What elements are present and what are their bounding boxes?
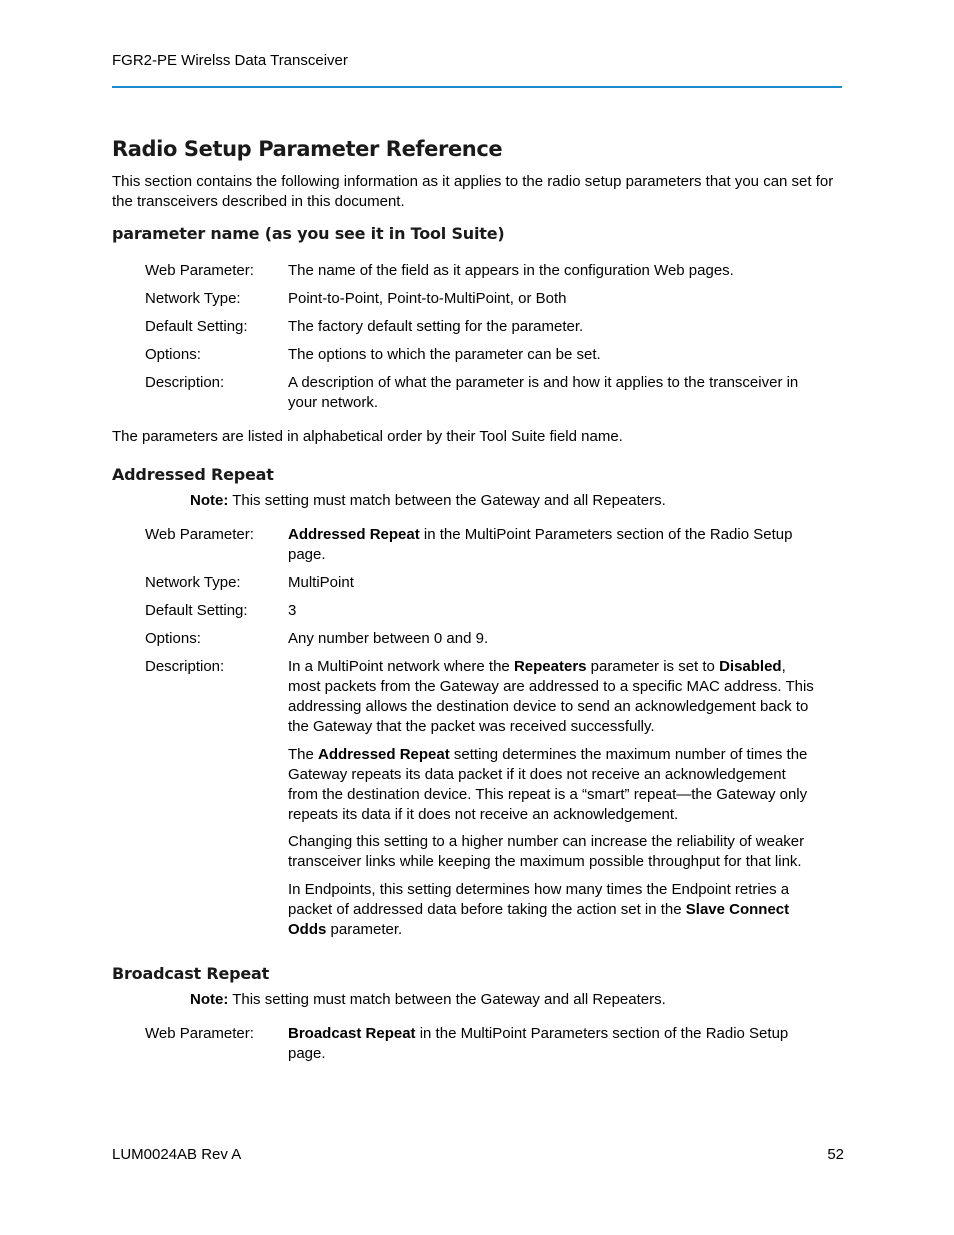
web-parameter-value [288,1024,818,1064]
default-setting-value: 3 [288,602,297,619]
ref-label: Network Type: [145,290,241,307]
header-rule [112,86,842,88]
order-note: The parameters are listed in alphabetical order by their Tool Suite field name. [112,428,623,445]
ref-value: Point-to-Point, Point-to-MultiPoint, or Both [288,290,567,307]
note-label: Note: [190,492,229,509]
description-paragraph-1: In a MultiPoint network where the Repeaters parameter is set to Disabled, most packets from the Gateway are addressed to a specific MAC address. This addressing allows the destination device to send an acknowledgement back to the Gateway that the packet was received successfully. [288,658,814,735]
reference-heading: parameter name (as you see it in Tool Suite) [112,224,505,243]
note-text: This setting must match between the Gateway and all Repeaters. [228,991,666,1008]
ref-value: The factory default setting for the parameter. [288,318,584,335]
ref-label: Description: [145,374,225,391]
web-parameter-location: in the MultiPoint Parameters section of the Radio Setup page. [288,1025,789,1062]
description-paragraph-2: The Addressed Repeat setting determines the maximum number of times the Gateway repeats its data packet if it does not receive an acknowledgement from the destination device. This repeat is a “smart” repeat—the Gateway only repeats its data if it does not receive an acknowledgement. [288,746,808,823]
ref-value: The options to which the parameter can be set. [288,346,601,363]
network-type-label: Network Type: [145,574,241,591]
footer-doc-id: LUM0024AB Rev A [112,1146,242,1163]
ref-label: Default Setting: [145,318,248,335]
description-label: Description: [145,658,225,675]
options-label: Options: [145,630,201,647]
default-setting-label: Default Setting: [145,602,248,619]
web-parameter-value [288,525,818,565]
page-title: Radio Setup Parameter Reference [112,137,503,161]
footer-page-number: 52 [827,1146,844,1163]
ref-value: The name of the field as it appears in the configuration Web pages. [288,262,734,279]
addressed-repeat-heading: Addressed Repeat [112,465,274,484]
broadcast-repeat-heading: Broadcast Repeat [112,964,270,983]
note-label: Note: [190,991,229,1008]
description-paragraph-3: Changing this setting to a higher number can increase the reliability of weaker transceiver links while keeping the maximum possible throughput for that link. [288,833,805,870]
running-header: FGR2-PE Wirelss Data Transceiver [112,52,348,69]
addressed-note [190,491,830,511]
web-parameter-label: Web Parameter: [145,1025,254,1042]
network-type-value: MultiPoint [288,574,354,591]
broadcast-note [190,990,830,1010]
ref-value: A description of what the parameter is and how it applies to the transceiver in your network. [288,374,799,411]
web-parameter-name: Addressed Repeat [288,526,420,543]
web-parameter-location: in the MultiPoint Parameters section of the Radio Setup page. [288,526,793,563]
note-text: This setting must match between the Gateway and all Repeaters. [228,492,666,509]
intro-paragraph: This section contains the following information as it applies to the radio setup parameters that you can set for the transceivers described in this document. [112,173,834,210]
description-paragraph-4: In Endpoints, this setting determines how many times the Endpoint retries a packet of addressed data before taking the action set in the Slave Connect Odds parameter. [288,881,790,938]
ref-label: Web Parameter: [145,262,254,279]
options-value: Any number between 0 and 9. [288,630,489,647]
ref-label: Options: [145,346,201,363]
web-parameter-label: Web Parameter: [145,526,254,543]
web-parameter-name: Broadcast Repeat [288,1025,416,1042]
